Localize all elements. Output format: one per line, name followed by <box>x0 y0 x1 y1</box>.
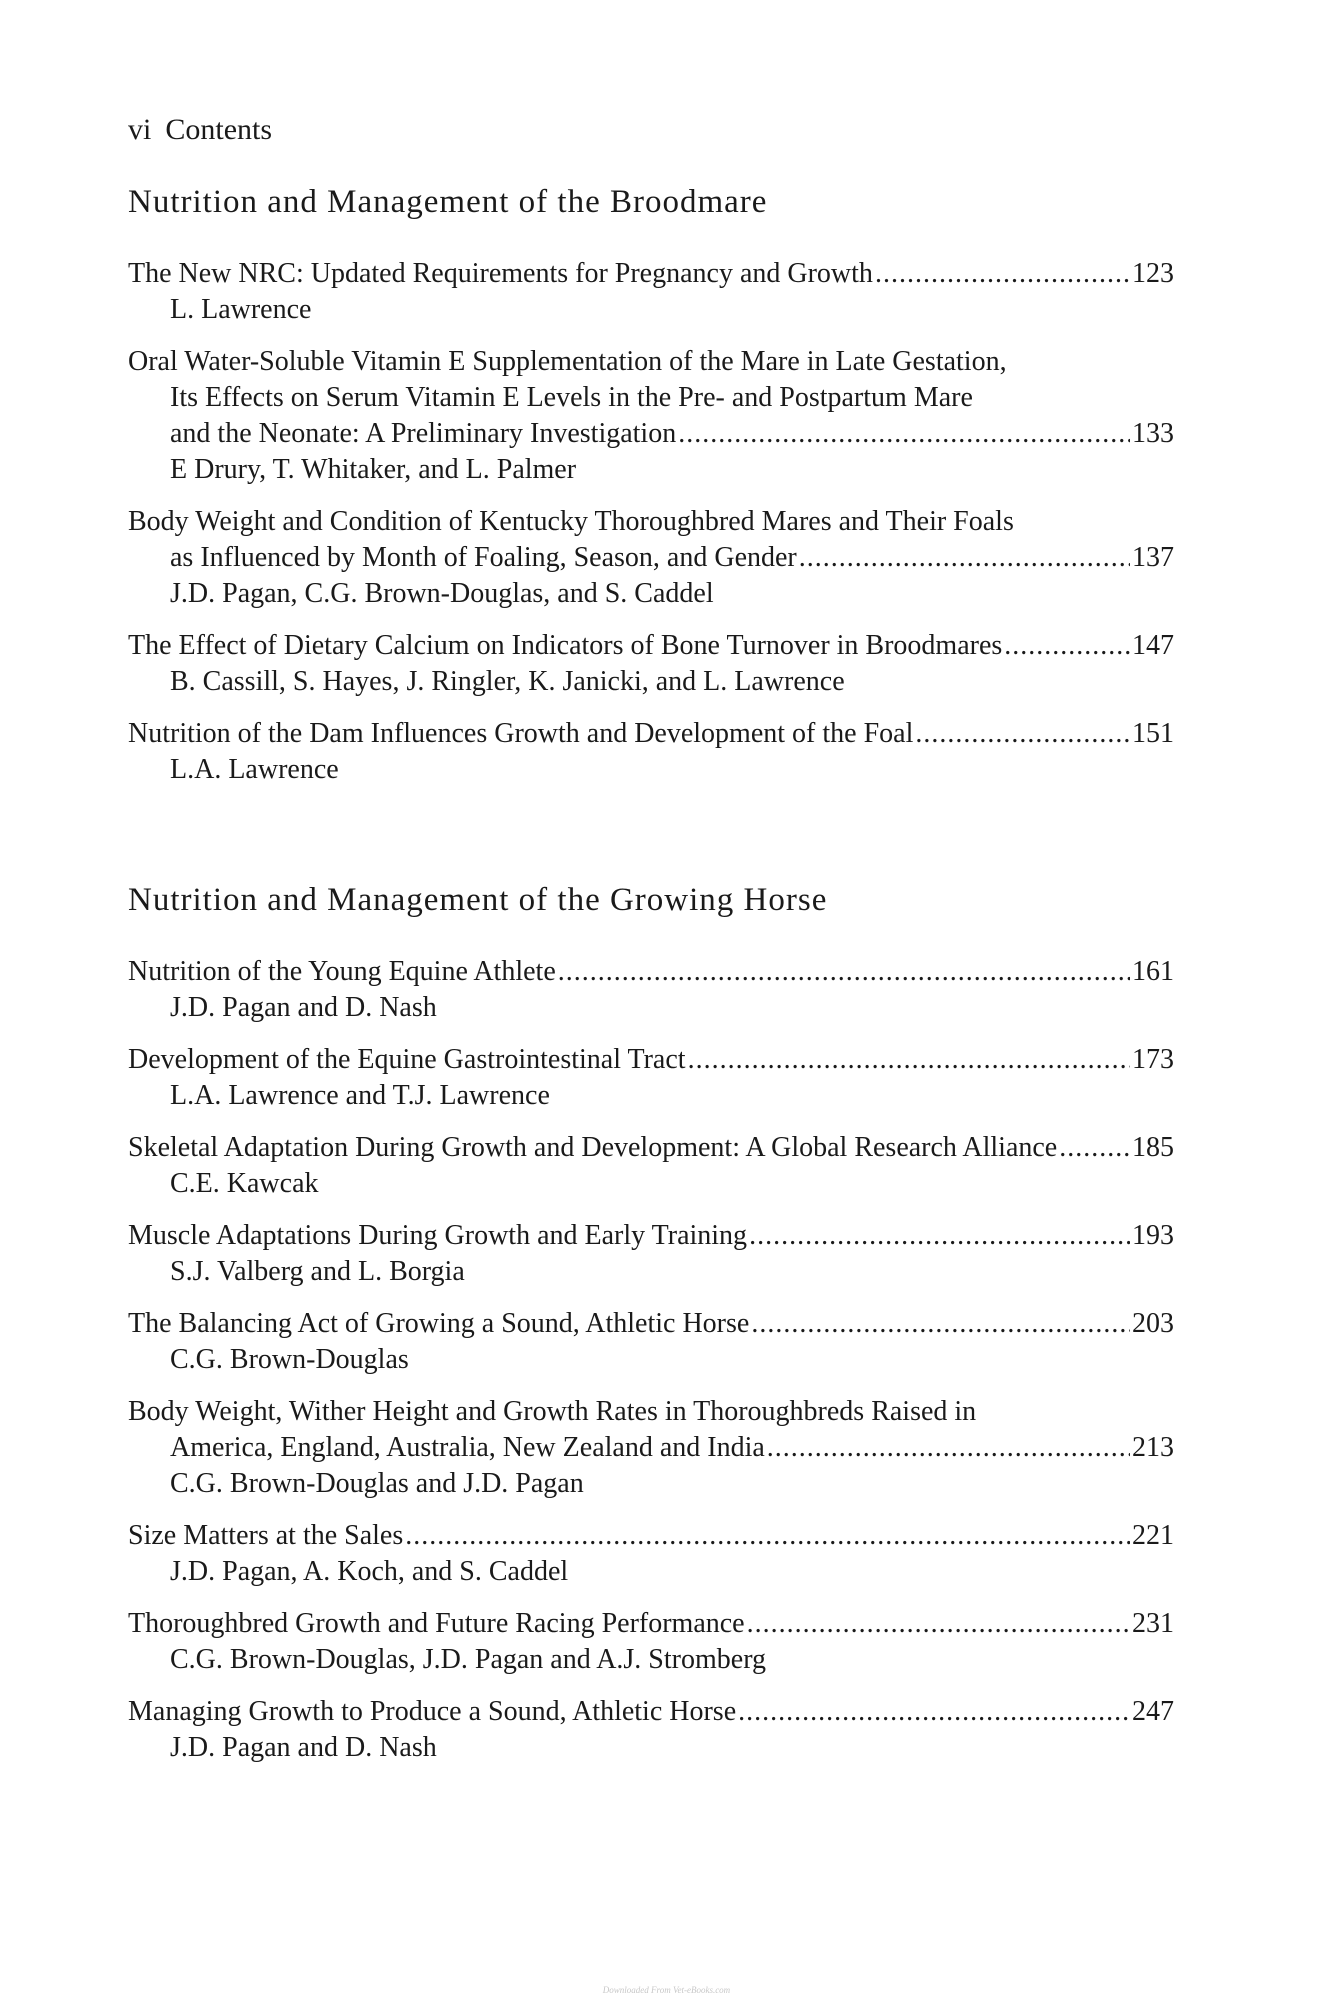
entry-title-line <box>128 716 1174 752</box>
entry-page-number: 123 <box>1132 258 1174 289</box>
toc-entry[interactable] <box>128 628 1174 700</box>
toc-entry[interactable] <box>128 1218 1174 1290</box>
entry-title-text: Body Weight, Wither Height and Growth Rates in Thoroughbreds Raised in <box>128 1396 977 1427</box>
entry-title-text: Skeletal Adaptation During Growth and Development: A Global Research Alliance <box>128 1132 1058 1163</box>
dot-leader <box>688 1042 1130 1078</box>
entry-page-number: 213 <box>1132 1432 1174 1463</box>
entry-page-number: 161 <box>1132 956 1174 987</box>
entry-title-text: Size Matters at the Sales <box>128 1520 404 1551</box>
entry-title-line <box>128 628 1174 664</box>
toc-entry[interactable] <box>128 504 1174 612</box>
toc-entry[interactable] <box>128 344 1174 488</box>
toc-entry[interactable] <box>128 1518 1174 1590</box>
entry-title-text: The Balancing Act of Growing a Sound, Athletic Horse <box>128 1308 750 1339</box>
entry-title-line <box>128 1694 1174 1730</box>
entry-title-line <box>128 1042 1174 1078</box>
entry-page-number: 221 <box>1132 1520 1174 1551</box>
entry-authors: J.D. Pagan, A. Koch, and S. Caddel <box>170 1556 569 1587</box>
toc-entry[interactable] <box>128 1606 1174 1678</box>
entry-authors: E Drury, T. Whitaker, and L. Palmer <box>170 454 577 485</box>
entry-page-number: 203 <box>1132 1308 1174 1339</box>
entry-page-number: 151 <box>1132 718 1174 749</box>
entry-authors: J.D. Pagan, C.G. Brown-Douglas, and S. Caddel <box>170 578 714 609</box>
toc-entry[interactable] <box>128 954 1174 1026</box>
entry-title-text: Its Effects on Serum Vitamin E Levels in the Pre- and Postpartum Mare <box>170 382 973 413</box>
entry-page-number: 185 <box>1132 1132 1174 1163</box>
entry-page-number: 173 <box>1132 1044 1174 1075</box>
entry-title-text: Thoroughbred Growth and Future Racing Performance <box>128 1608 745 1639</box>
entry-title-line <box>128 540 1174 576</box>
entry-authors: C.G. Brown-Douglas, J.D. Pagan and A.J. Stromberg <box>170 1644 767 1675</box>
entry-authors: L.A. Lawrence <box>170 754 339 785</box>
entry-page-number: 231 <box>1132 1608 1174 1639</box>
dot-leader <box>747 1606 1130 1642</box>
entry-title-line <box>128 344 1174 380</box>
entry-title-text: as Influenced by Month of Foaling, Season, and Gender <box>170 542 797 573</box>
dot-leader <box>751 1306 1130 1342</box>
entry-title-line <box>128 1130 1174 1166</box>
dot-leader <box>738 1694 1130 1730</box>
toc-entry[interactable] <box>128 1042 1174 1114</box>
entry-page-number: 133 <box>1132 418 1174 449</box>
entry-authors: C.G. Brown-Douglas and J.D. Pagan <box>170 1468 584 1499</box>
entry-title-text: Oral Water-Soluble Vitamin E Supplementation of the Mare in Late Gestation, <box>128 346 1007 377</box>
entry-page-number: 247 <box>1132 1696 1174 1727</box>
dot-leader <box>678 416 1130 452</box>
running-head <box>128 112 1174 148</box>
entry-title-line <box>128 380 1174 416</box>
entry-title-text: The New NRC: Updated Requirements for Pregnancy and Growth <box>128 258 873 289</box>
watermark: Downloaded From Vet-eBooks.com <box>602 1985 731 1995</box>
dot-leader <box>1004 628 1130 664</box>
dot-leader <box>1059 1130 1130 1166</box>
entry-page-number: 137 <box>1132 542 1174 573</box>
entry-title-text: Development of the Equine Gastrointestinal Tract <box>128 1044 686 1075</box>
entry-title-line <box>128 1218 1174 1254</box>
running-head-label: Contents <box>165 113 273 146</box>
section-title: Nutrition and Management of the Growing Horse <box>128 882 828 918</box>
entry-page-number: 193 <box>1132 1220 1174 1251</box>
toc-entry[interactable] <box>128 716 1174 788</box>
entry-title-text: Muscle Adaptations During Growth and Early Training <box>128 1220 748 1251</box>
entry-authors: L.A. Lawrence and T.J. Lawrence <box>170 1080 550 1111</box>
entry-title-line <box>128 1306 1174 1342</box>
entry-title-line <box>128 1518 1174 1554</box>
entry-authors: B. Cassill, S. Hayes, J. Ringler, K. Janicki, and L. Lawrence <box>170 666 845 697</box>
entry-authors: J.D. Pagan and D. Nash <box>170 992 437 1023</box>
toc-entry[interactable] <box>128 1130 1174 1202</box>
entry-title-text: America, England, Australia, New Zealand and India <box>170 1432 765 1463</box>
entry-title-line <box>128 504 1174 540</box>
entry-authors: J.D. Pagan and D. Nash <box>170 1732 437 1763</box>
toc-page <box>128 112 1174 1782</box>
dot-leader <box>749 1218 1130 1254</box>
table-of-contents <box>128 182 1174 1766</box>
entry-title-line <box>128 256 1174 292</box>
entry-title-line <box>128 954 1174 990</box>
toc-entry[interactable] <box>128 1306 1174 1378</box>
toc-entry[interactable] <box>128 1394 1174 1502</box>
entry-title-text: The Effect of Dietary Calcium on Indicators of Bone Turnover in Broodmares <box>128 630 1003 661</box>
entry-title-line <box>128 1606 1174 1642</box>
entry-authors: C.G. Brown-Douglas <box>170 1344 409 1375</box>
entry-title-text: and the Neonate: A Preliminary Investigation <box>170 418 677 449</box>
entry-title-text: Nutrition of the Dam Influences Growth and Development of the Foal <box>128 718 914 749</box>
entry-page-number: 147 <box>1132 630 1174 661</box>
entry-title-text: Managing Growth to Produce a Sound, Athletic Horse <box>128 1696 737 1727</box>
entry-title-text: Nutrition of the Young Equine Athlete <box>128 956 556 987</box>
page-number: vi <box>128 113 152 146</box>
dot-leader <box>767 1430 1130 1466</box>
dot-leader <box>915 716 1130 752</box>
toc-entry[interactable] <box>128 1694 1174 1766</box>
dot-leader <box>405 1518 1130 1554</box>
entry-title-line <box>128 1394 1174 1430</box>
toc-entry[interactable] <box>128 256 1174 328</box>
entry-title-text: Body Weight and Condition of Kentucky Thoroughbred Mares and Their Foals <box>128 506 1014 537</box>
entry-authors: L. Lawrence <box>170 294 312 325</box>
section-title: Nutrition and Management of the Broodmare <box>128 184 768 220</box>
entry-authors: C.E. Kawcak <box>170 1168 319 1199</box>
dot-leader <box>799 540 1130 576</box>
entry-title-line <box>128 1430 1174 1466</box>
entry-title-line <box>128 416 1174 452</box>
entry-authors: S.J. Valberg and L. Borgia <box>170 1256 465 1287</box>
dot-leader <box>875 256 1130 292</box>
dot-leader <box>558 954 1130 990</box>
